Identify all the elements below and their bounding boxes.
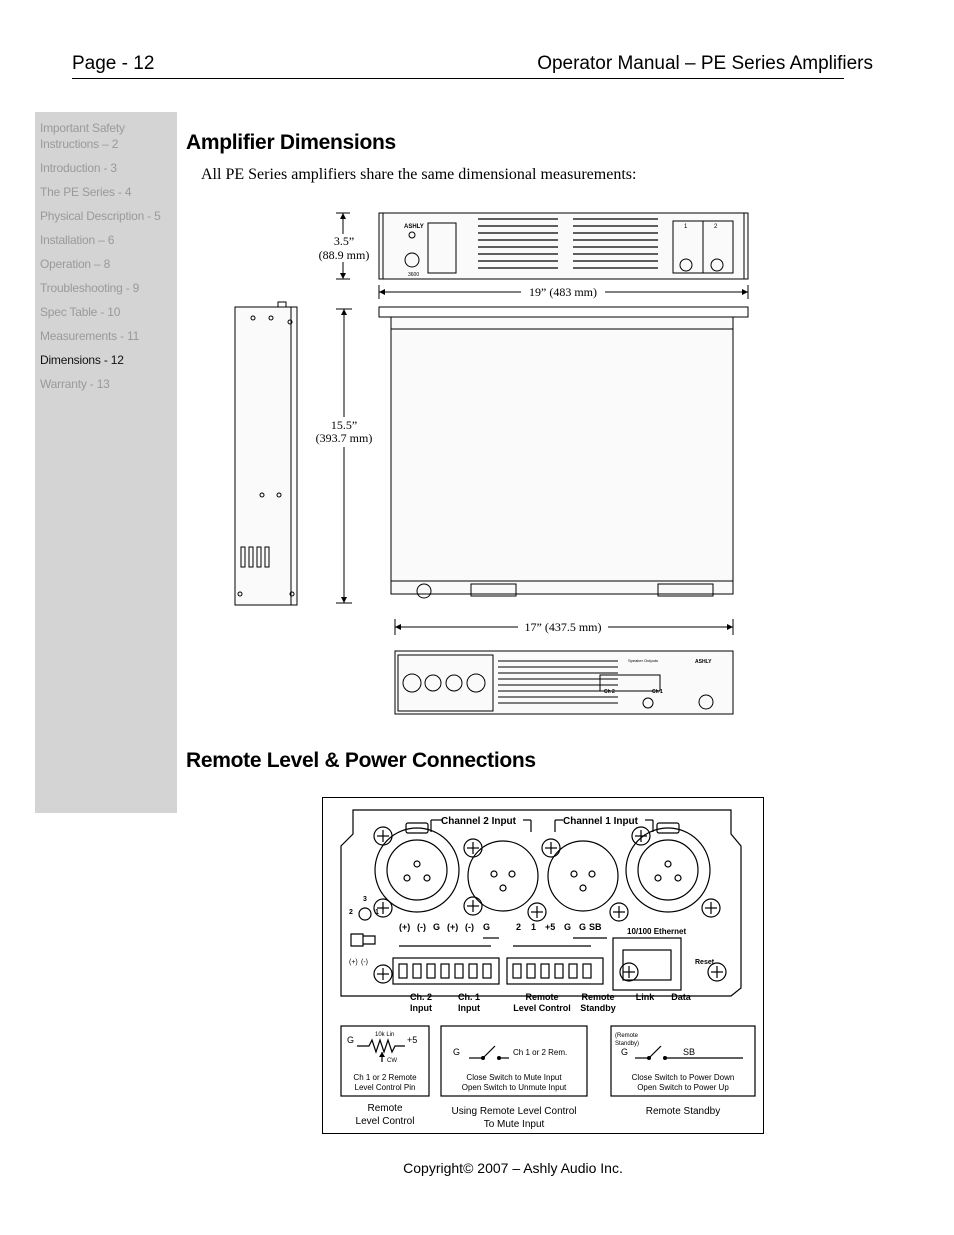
rear-brand-logo: ASHLY (695, 659, 712, 665)
box2-line1: Close Switch to Mute Input (466, 1073, 562, 1082)
rear-ch2-label: Ch 2 (604, 689, 615, 695)
box1-g: G (347, 1035, 355, 1045)
term-plus-1: (+) (399, 922, 411, 932)
box1-pot-label: 10k Lin (375, 1032, 395, 1038)
box3-note-1: (Remote (615, 1033, 639, 1039)
ch2-term-label-1: Ch. 2 (409, 992, 433, 1002)
box2-line2: Open Switch to Unmute Input (461, 1083, 567, 1092)
box1-cw: CW (387, 1058, 397, 1064)
box1-caption-2: Level Control (355, 1116, 415, 1127)
remote-connections-svg (323, 798, 763, 1133)
term-g-2: G (483, 922, 491, 932)
term-minus-1: (-) (417, 922, 426, 932)
document-title: Operator Manual – PE Series Amplifiers (537, 53, 873, 74)
box3-g: G (621, 1047, 629, 1057)
box3-line2: Open Switch to Power Up (637, 1083, 729, 1092)
sidebar-item-3[interactable]: Physical Description - 5 (40, 209, 161, 223)
potentiometer-symbol (357, 1040, 405, 1052)
panel-screws (374, 827, 726, 983)
sidebar-item-0[interactable]: Important Safety Instructions – 2 (40, 121, 125, 151)
dimensions-intro: All PE Series amplifiers share the same dimensional measurements: (201, 166, 637, 183)
sidebar-nav (35, 112, 177, 813)
rear-ch1-label: Ch 1 (652, 689, 663, 695)
top-view-chassis (391, 317, 733, 594)
remote-level-label-2: Level Control (513, 1003, 571, 1013)
front-model-number: 3600 (408, 272, 420, 278)
height-inches: 3.5” (333, 234, 355, 248)
remote-standby-label-2: Standby (580, 1003, 616, 1013)
section-heading-remote: Remote Level & Power Connections (186, 749, 536, 772)
top-view-rack-ears (379, 307, 748, 317)
box2-g: G (453, 1047, 461, 1057)
sidebar-nav-list (40, 120, 175, 400)
box2-caption-2: To Mute Input (483, 1119, 545, 1130)
depth-mm: (393.7 mm) (315, 431, 373, 445)
term-minus-2: (-) (465, 922, 474, 932)
front-ch1-label: 1 (684, 224, 688, 230)
label-channel-1-input: Channel 1 Input (563, 816, 638, 827)
term-plus-2: (+) (447, 922, 459, 932)
box2-rem: Ch 1 or 2 Rem. (513, 1048, 568, 1057)
sidebar-item-7[interactable]: Spec Table - 10 (40, 305, 121, 319)
box3-sb: SB (683, 1047, 696, 1057)
front-brand-logo: ASHLY (404, 224, 424, 230)
sidebar-item-10[interactable]: Warranty - 13 (40, 377, 110, 391)
rl-pin-2: 2 (516, 922, 522, 932)
rl-pin-plus5: +5 (545, 922, 556, 932)
xlr-pinout-diagram (359, 908, 371, 920)
dimensions-figure (228, 205, 753, 720)
box3-caption: Remote Standby (645, 1106, 721, 1117)
sidebar-item-5[interactable]: Operation – 8 (40, 257, 111, 271)
remote-connections-figure (322, 797, 764, 1134)
rl-pin-g: G (564, 922, 572, 932)
reset-label: Reset (695, 959, 715, 966)
remote-level-label-1: Remote (525, 992, 559, 1002)
xlr-pin-1: 1 (375, 909, 379, 916)
term-g-1: G (433, 922, 441, 932)
trs-plus: (+) (349, 959, 358, 966)
ch1-term-label-2: Input (458, 1003, 480, 1013)
ethernet-label: 10/100 Ethernet (627, 927, 687, 936)
rl-pin-1: 1 (531, 922, 537, 932)
ch1-term-label-1: Ch. 1 (457, 992, 481, 1002)
box3-note-2: Standby) (615, 1041, 640, 1047)
box1-line2: Level Control Pin (354, 1083, 416, 1092)
remote-standby-label-1: Remote (581, 992, 615, 1002)
xlr-ch1 (548, 841, 618, 911)
page-number: Page - 12 (72, 53, 155, 74)
box3-line1: Close Switch to Power Down (631, 1073, 735, 1082)
sb-pin-sb: SB (589, 922, 602, 932)
box1-plus5: +5 (407, 1035, 418, 1045)
sidebar-item-8[interactable]: Measurements - 11 (40, 329, 140, 343)
footer-copyright: Copyright© 2007 – Ashly Audio Inc. (403, 1160, 623, 1176)
data-label: Data (671, 992, 691, 1002)
ch2-term-label-2: Input (410, 1003, 432, 1013)
label-channel-2-input: Channel 2 Input (441, 816, 516, 827)
link-label: Link (635, 992, 655, 1002)
width-label: 19” (483 mm) (529, 285, 597, 299)
box1-line1: Ch 1 or 2 Remote (353, 1073, 417, 1082)
box1-caption-1: Remote (367, 1103, 403, 1114)
xlr-ch2 (468, 841, 538, 911)
sidebar-item-4[interactable]: Installation – 6 (40, 233, 115, 247)
rear-speaker-outputs-label: Speaker Outputs (628, 658, 659, 663)
side-view-chassis (235, 307, 297, 605)
sidebar-item-9[interactable]: Dimensions - 12 (40, 353, 124, 367)
sb-pin-g: G (579, 922, 587, 932)
chassis-width-label: 17” (437.5 mm) (524, 620, 602, 634)
xlr-pin-3: 3 (363, 896, 367, 903)
xlr-pin-2: 2 (349, 909, 353, 916)
sidebar-item-1[interactable]: Introduction - 3 (40, 161, 117, 175)
height-mm: (88.9 mm) (318, 248, 370, 262)
depth-inches: 15.5” (330, 418, 358, 432)
sidebar-item-2[interactable]: The PE Series - 4 (40, 185, 132, 199)
box2-caption-1: Using Remote Level Control (451, 1106, 577, 1117)
header-rule (72, 78, 844, 79)
sidebar-item-6[interactable]: Troubleshooting - 9 (40, 281, 140, 295)
section-heading-dimensions: Amplifier Dimensions (186, 131, 396, 154)
trs-minus: (-) (361, 959, 368, 966)
trs-plug-diagram (351, 934, 375, 946)
front-ch2-label: 2 (714, 224, 718, 230)
